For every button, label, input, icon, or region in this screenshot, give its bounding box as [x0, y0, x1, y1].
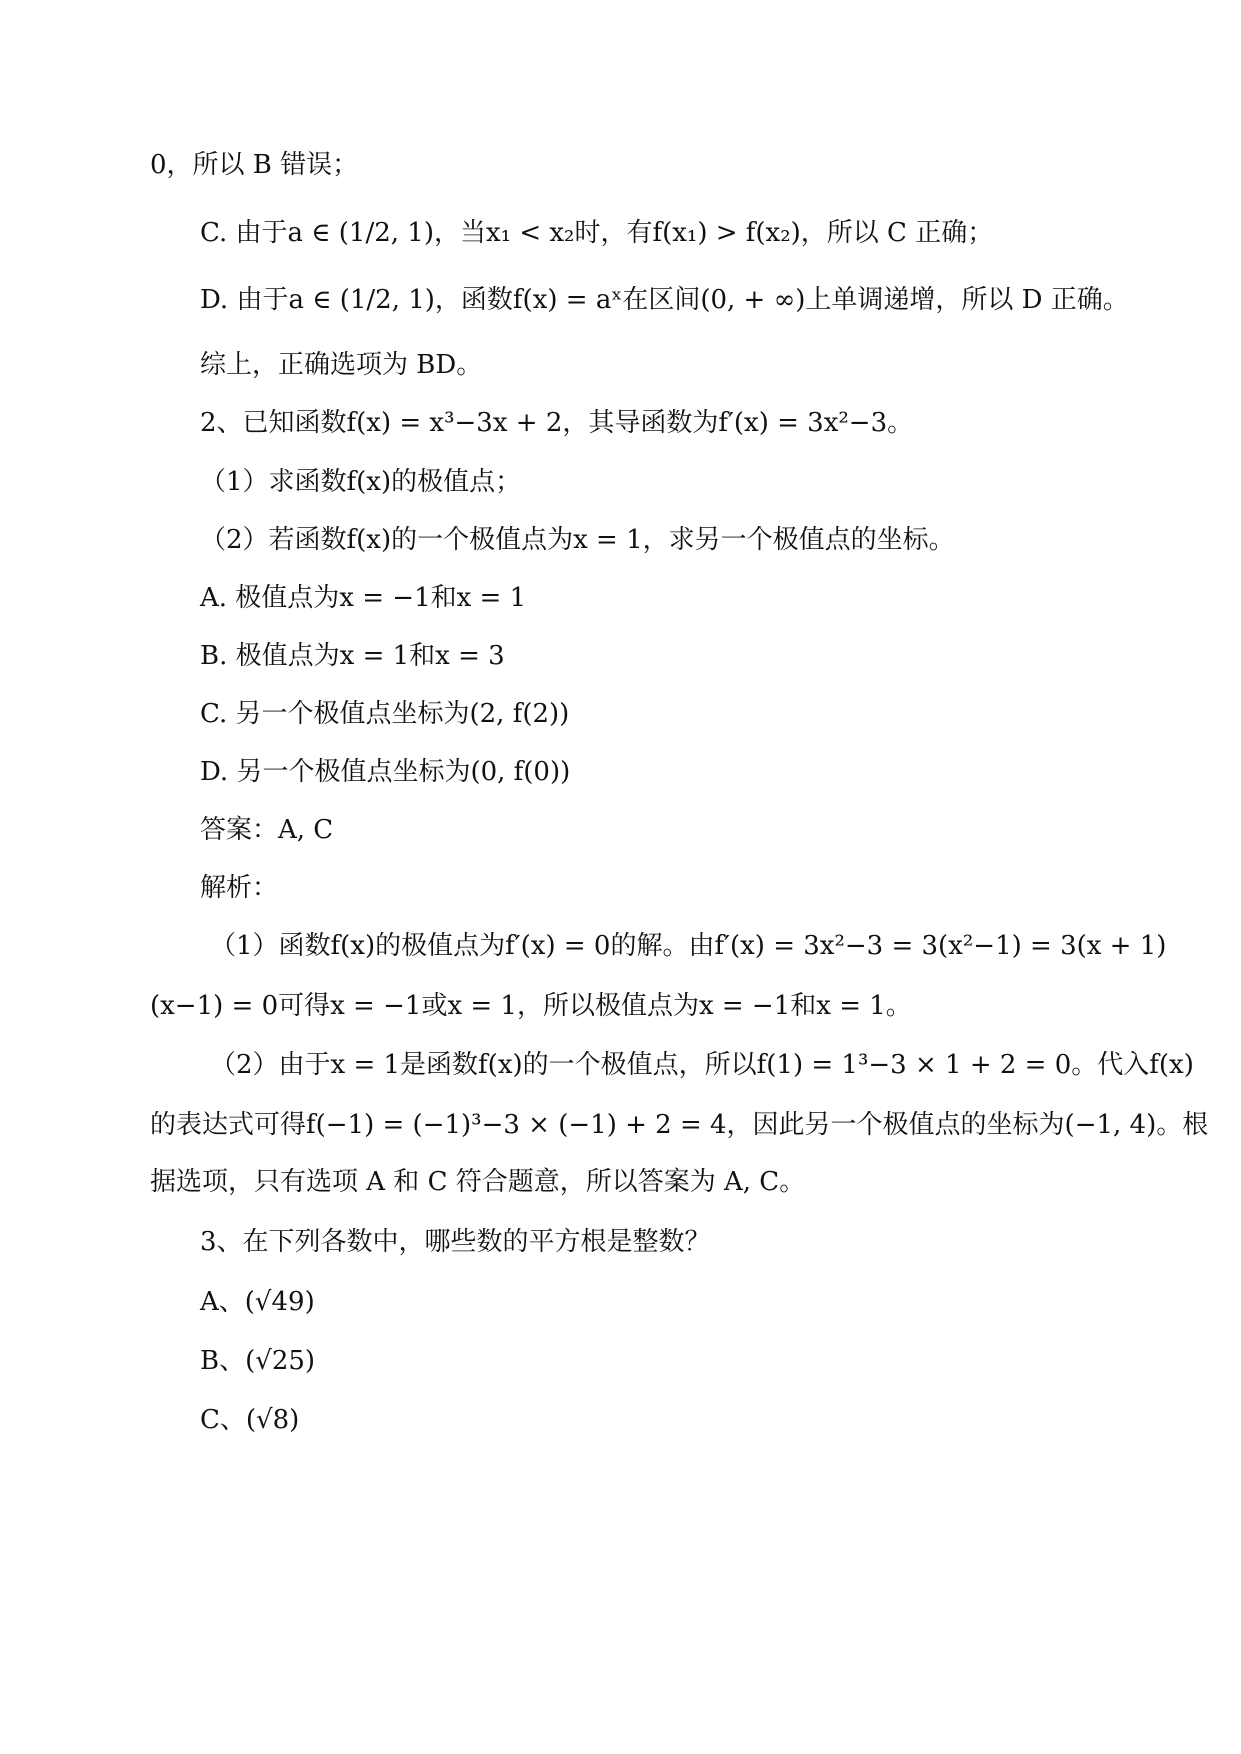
- analysis-part-2-cont: 的表达式可得f(−1) = (−1)³−3 × (−1) + 2 = 4，因此另一个极值点的坐标为(−1, 4)。根: [150, 1110, 1209, 1140]
- analysis-heading: 解析：: [200, 873, 279, 903]
- question-2-title: 2、已知函数f(x) = x³−3x + 2，其导函数为f′(x) = 3x²−3。: [200, 408, 914, 438]
- answer-line: 答案：A, C: [200, 815, 334, 845]
- option-d-line: D. 由于a ∈ (1/2, 1)，函数f(x) = aˣ在区间(0, + ∞)上单调递增，所以 D 正确。: [200, 285, 1129, 315]
- question-2-part-1: （1）求函数f(x)的极值点；: [200, 467, 522, 497]
- question-3-option-b: B、(√25): [200, 1346, 316, 1376]
- analysis-part-1-cont: (x−1) = 0可得x = −1或x = 1，所以极值点为x = −1和x = 1。: [150, 991, 912, 1021]
- option-d: D. 另一个极值点坐标为(0, f(0)): [200, 757, 571, 787]
- question-3-option-c: C、(√8): [200, 1405, 300, 1435]
- question-2-part-2: （2）若函数f(x)的一个极值点为x = 1，求另一个极值点的坐标。: [200, 525, 955, 555]
- question-3-title: 3、在下列各数中，哪些数的平方根是整数？: [200, 1227, 711, 1257]
- option-a: A. 极值点为x = −1和x = 1: [200, 583, 527, 613]
- analysis-part-2: （2）由于x = 1是函数f(x)的一个极值点，所以f(1) = 1³−3 × 1 + 2 = 0。代入f(x): [210, 1050, 1194, 1080]
- analysis-conclusion: 据选项，只有选项 A 和 C 符合题意，所以答案为 A, C。: [150, 1167, 806, 1197]
- option-c-line: C. 由于a ∈ (1/2, 1)，当x₁ < x₂时，有f(x₁) > f(x₂)，所以 C 正确；: [200, 218, 994, 248]
- analysis-part-1: （1）函数f(x)的极值点为f′(x) = 0的解。由f′(x) = 3x²−3 = 3(x²−1) = 3(x + 1): [210, 931, 1167, 961]
- option-b: B. 极值点为x = 1和x = 3: [200, 641, 505, 671]
- question-3-option-a: A、(√49): [200, 1287, 315, 1317]
- option-c: C. 另一个极值点坐标为(2, f(2)): [200, 699, 570, 729]
- summary-line: 综上，正确选项为 BD。: [200, 350, 483, 380]
- text-line: 0，所以 B 错误；: [150, 150, 359, 180]
